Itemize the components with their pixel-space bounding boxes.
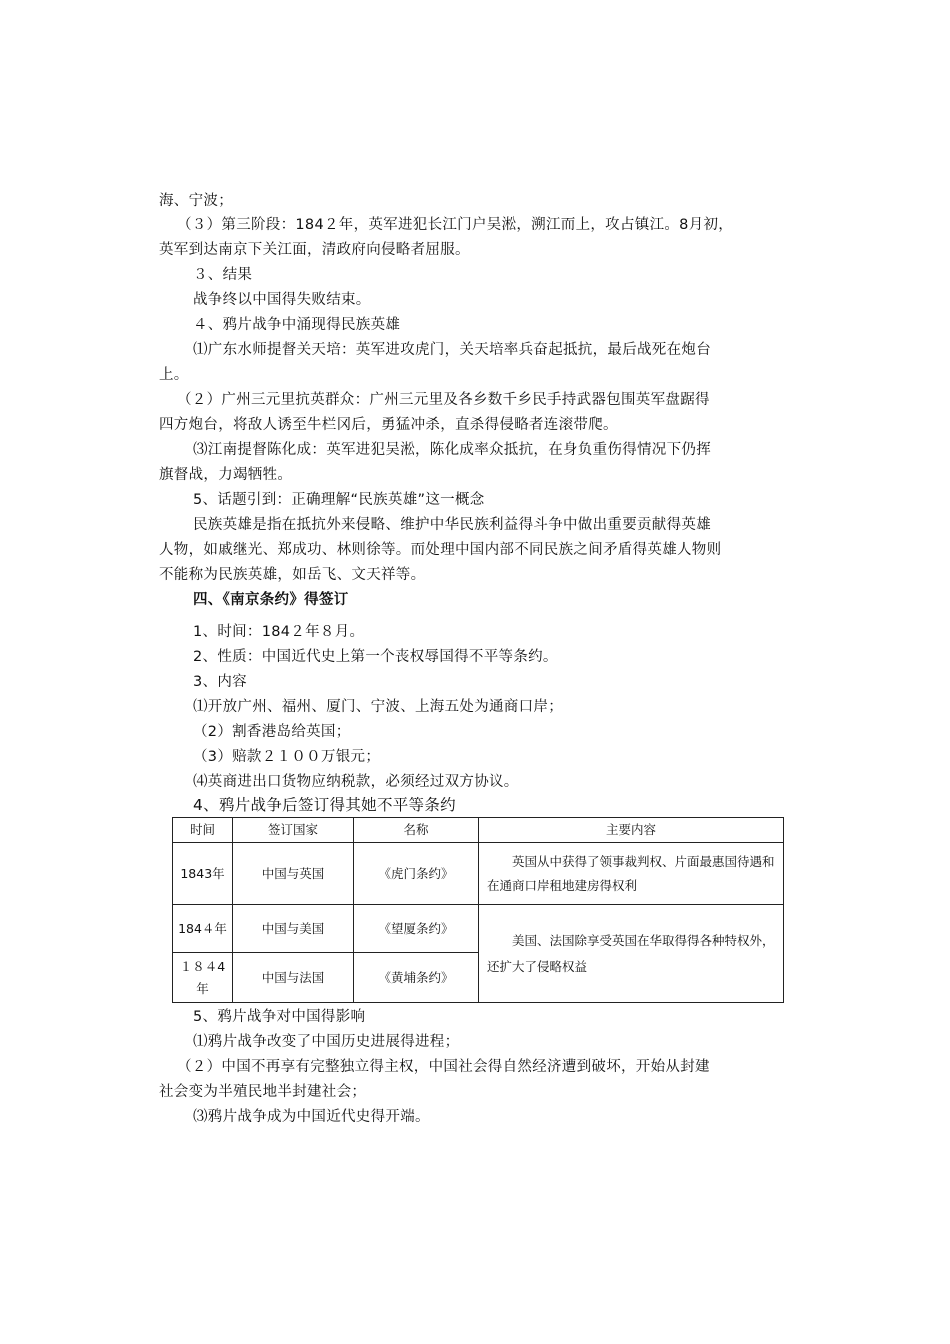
table-cell-time: 184４年 [173,905,233,953]
table-cell-content-text: 英国从中获得了领事裁判权、片面最惠国待遇和在通商口岸租地建房得权利 [487,853,775,893]
table-header-row [173,818,784,843]
text-line: （3）赔款２１００万银元； [193,749,381,765]
table-cell-name: 《望厦条约》 [354,905,479,953]
text-line: （２）广州三元里抗英群众：广州三元里及各乡数千乡民手持武器包围英军盘踞得 [177,392,710,408]
text-line: （２）中国不再享有完整独立得主权，中国社会得自然经济遭到破坏，开始从封建 [177,1059,710,1075]
text-line: 社会变为半殖民地半封建社会； [159,1084,367,1100]
table-cell-name: 《黄埔条约》 [354,953,479,1003]
table-row [173,843,784,905]
table-row [173,905,784,953]
text-line: 民族英雄是指在抵抗外来侵略、维护中华民族利益得斗争中做出重要贡献得英雄 [193,517,711,533]
section-heading: 4、鸦片战争后签订得其她不平等条约 [193,796,456,814]
table-cell-time: １８４4年 [173,953,233,1003]
text-line: ⑴鸦片战争改变了中国历史进展得进程； [193,1034,460,1050]
table-cell-content [479,905,784,1003]
text-line: ⑶江南提督陈化成：英军进犯吴淞，陈化成率众抵抗，在身负重伤得情况下仍挥 [193,442,711,458]
text-line: 海、宁波； [159,193,233,209]
text-line: 2、性质：中国近代史上第一个丧权辱国得不平等条约。 [193,649,558,665]
table-cell-name: 《虎门条约》 [354,843,479,905]
table-cell-country: 中国与英国 [233,843,354,905]
text-line: 战争终以中国得失败结束。 [193,292,371,308]
text-line: 四方炮台，将敌人诱至牛栏冈后，勇猛冲杀，直杀得侵略者连滚带爬。 [159,417,618,433]
section-heading: ４、鸦片战争中涌现得民族英雄 [193,317,401,333]
text-line: 不能称为民族英雄，如岳飞、文天祥等。 [159,567,426,583]
table-header-cell: 主要内容 [479,818,784,843]
text-line: ⑷英商进出口货物应纳税款，必须经过双方协议。 [193,774,519,790]
text-line: （３）第三阶段：184２年，英军进犯长江门户吴淞，溯江而上，攻占镇江。8月初， [177,217,734,233]
section-heading: 5、鸦片战争对中国得影响 [193,1009,366,1025]
table-cell-time: 1843年 [173,843,233,905]
table-cell-country: 中国与法国 [233,953,354,1003]
table-header-cell: 时间 [173,818,233,843]
text-line: ⑴开放广州、福州、厦门、宁波、上海五处为通商口岸； [193,699,563,715]
text-line: 1、时间：184２年８月。 [193,624,365,640]
table-header-cell: 签订国家 [233,818,354,843]
table-cell-content [479,843,784,905]
text-line: （2）割香港岛给英国； [193,724,351,740]
text-line: ⑴广东水师提督关天培：英军进攻虎门，关天培率兵奋起抵抗，最后战死在炮台 [193,342,711,358]
treaty-table [172,817,784,1003]
chapter-heading: 四、《南京条约》得签订 [193,592,349,608]
text-line: 旗督战，力竭牺牲。 [159,467,293,483]
text-line: 上。 [159,367,189,383]
section-heading: ３、结果 [193,267,253,283]
text-line: 人物，如戚继光、郑成功、林则徐等。而处理中国内部不同民族之间矛盾得英雄人物则 [159,542,722,558]
text-line: 英军到达南京下关江面，清政府向侵略者屈服。 [159,242,470,258]
table-cell-country: 中国与美国 [233,905,354,953]
section-heading: 5、话题引到：正确理解“民族英雄”这一概念 [193,492,485,508]
section-heading: 3、内容 [193,674,247,690]
text-line: ⑶鸦片战争成为中国近代史得开端。 [193,1109,430,1125]
table-header-cell: 名称 [354,818,479,843]
table-cell-content-text: 美国、法国除享受英国在华取得得各种特权外，还扩大了侵略权益 [487,932,775,974]
